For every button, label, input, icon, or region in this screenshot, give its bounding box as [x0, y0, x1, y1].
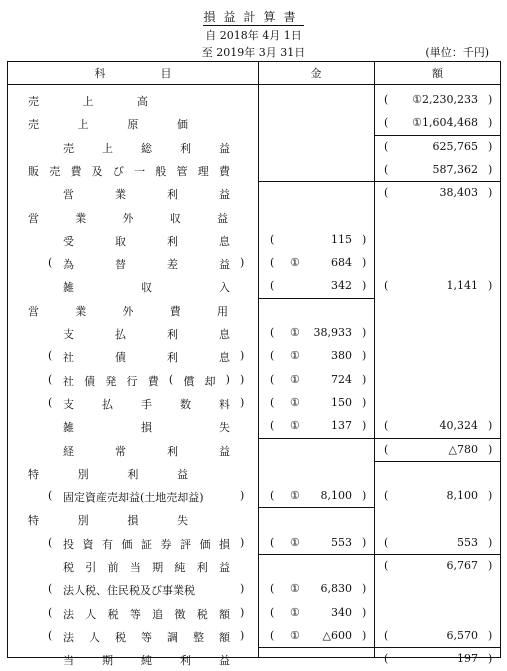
statement-row	[8, 182, 500, 205]
amount-paren-open: (	[270, 605, 275, 619]
total-paren-close: )	[488, 559, 493, 572]
total-paren-open: (	[384, 628, 389, 642]
statement-row	[8, 392, 500, 415]
total-paren-open: (	[384, 279, 389, 293]
amount-value: 342	[331, 279, 352, 293]
total-paren-open: (	[384, 652, 389, 666]
statement-row	[8, 415, 500, 438]
amount-paren-close: )	[362, 232, 367, 246]
statement-row	[8, 159, 500, 182]
amount-paren-close: )	[362, 489, 367, 503]
statement-row	[8, 532, 500, 555]
total-paren-open: (	[384, 186, 389, 200]
period-end: 至 2019年 3月 31日	[201, 46, 306, 59]
amount-rule	[258, 507, 374, 508]
amount-rule	[258, 647, 374, 648]
amount-rule	[258, 181, 374, 182]
amount-paren-close: )	[362, 419, 367, 433]
label-paren-close: )	[240, 605, 245, 619]
amount-rule	[258, 438, 374, 439]
label-paren-close: )	[240, 395, 245, 409]
amount-paren-close: )	[362, 582, 367, 596]
mark-circle-icon: ①	[290, 256, 300, 270]
header-divider	[8, 84, 500, 85]
label-paren-open: (	[48, 605, 53, 619]
mark-circle-icon: ①	[290, 372, 300, 386]
amount-paren-open: (	[270, 489, 275, 503]
total-paren-close: )	[488, 93, 493, 106]
amount-value: 38,933	[313, 326, 352, 339]
total-value: 6,570	[446, 628, 478, 642]
label-paren-close: )	[240, 256, 245, 270]
statement-row	[8, 252, 500, 275]
amount-paren-close: )	[362, 395, 367, 409]
amount-value: 115	[331, 232, 352, 246]
total-value: 8,100	[446, 489, 478, 503]
column-header-account: 科 目	[94, 67, 172, 80]
total-paren-close: )	[488, 279, 493, 293]
label-paren-close: )	[240, 628, 245, 642]
statement-row	[8, 602, 500, 625]
total-rule	[374, 647, 501, 648]
total-paren-close: )	[488, 139, 493, 153]
mark-circle-icon: ①	[290, 535, 300, 549]
account-label: 販 売 費 及 び 一 般 管 理 費	[28, 164, 230, 178]
amount-paren-open: (	[270, 582, 275, 596]
mark-circle-icon: ①	[290, 582, 300, 596]
mark-circle-icon: ①	[290, 628, 300, 642]
statement-row	[8, 508, 500, 531]
amount-value: 684	[331, 256, 352, 270]
total-value: 40,324	[439, 419, 478, 433]
total-paren-open: (	[384, 419, 389, 433]
total-paren-close: )	[488, 186, 493, 200]
unit-label: (単位：千円)	[425, 46, 489, 59]
account-label: 支 払 利 息	[63, 328, 230, 341]
statement-row	[8, 485, 500, 508]
account-label: 営 業 利 益	[63, 188, 230, 202]
amount-value: △600	[322, 628, 352, 642]
label-paren-close: )	[240, 489, 245, 503]
total-value: 553	[457, 535, 478, 549]
period-start: 自 2018年 4月 1日	[205, 29, 302, 42]
amount-value: 724	[331, 372, 352, 386]
total-paren-open: (	[384, 535, 389, 549]
statement-row	[8, 578, 500, 601]
amount-paren-close: )	[362, 256, 367, 270]
amount-paren-open: (	[270, 349, 275, 363]
statement-row	[8, 439, 500, 462]
amount-paren-open: (	[270, 395, 275, 409]
account-label: 受 取 利 息	[63, 234, 230, 248]
total-paren-open: (	[384, 116, 389, 130]
amount-paren-open: (	[270, 232, 275, 246]
total-rule	[374, 181, 501, 182]
label-paren-close: )	[240, 535, 245, 549]
amount-value: 380	[331, 349, 352, 363]
total-value: 197	[457, 652, 478, 666]
title-text: 損益計算書	[203, 10, 304, 24]
statement-row	[8, 206, 500, 229]
account-label: 特 別 損 失	[28, 514, 188, 528]
total-paren-close: )	[488, 489, 493, 503]
account-label: 法人税、住民税及び事業税	[63, 584, 195, 598]
label-paren-open: (	[48, 582, 53, 596]
statement-row	[8, 555, 500, 578]
total-paren-close: )	[488, 652, 493, 666]
mark-circle-icon: ①	[290, 489, 300, 503]
statement-row	[8, 229, 500, 252]
statement-row	[8, 648, 500, 671]
total-paren-close: )	[488, 535, 493, 549]
account-label: 支 払 手 数 料	[63, 397, 230, 411]
amount-value: 137	[331, 419, 352, 433]
statement-row	[8, 462, 500, 485]
total-paren-close: )	[488, 162, 493, 176]
amount-paren-close: )	[362, 605, 367, 619]
statement-row	[8, 369, 500, 392]
column-header-amount: 金	[310, 67, 322, 80]
amount-value: 6,830	[320, 582, 352, 596]
total-value: 6,767	[446, 559, 478, 572]
account-label: 固定資産売却益(土地売却益)	[63, 491, 204, 505]
statement-row	[8, 136, 500, 159]
account-label: 雑 損 失	[63, 421, 230, 435]
total-rule	[374, 461, 501, 462]
statement-row	[8, 89, 500, 112]
statement-row	[8, 299, 500, 322]
total-value: △780	[448, 442, 478, 456]
total-value: ①2,230,233	[412, 93, 478, 106]
account-label: 税 引 前 当 期 純 利 益	[63, 561, 230, 574]
total-paren-close: )	[488, 116, 493, 130]
amount-paren-open: (	[270, 535, 275, 549]
amount-paren-close: )	[362, 326, 367, 339]
column-header-total: 額	[432, 67, 443, 80]
total-value: ①1,604,468	[412, 116, 478, 130]
label-paren-close: )	[240, 582, 245, 596]
account-label: 社 債 発 行 費 ( 償 却 )	[63, 372, 230, 388]
total-rule	[374, 438, 501, 439]
statement-row	[8, 322, 500, 345]
account-label: 社 債 利 息	[63, 351, 230, 365]
statement-row	[8, 275, 500, 298]
amount-paren-close: )	[362, 628, 367, 642]
total-paren-open: (	[384, 442, 389, 456]
amount-value: 553	[331, 535, 352, 549]
mark-circle-icon: ①	[290, 326, 300, 339]
total-rule	[374, 554, 501, 555]
document-title	[0, 8, 507, 25]
account-label: 雑 収 入	[63, 281, 230, 295]
amount-paren-close: )	[362, 535, 367, 549]
amount-paren-open: (	[270, 279, 275, 293]
amount-paren-open: (	[270, 628, 275, 642]
total-paren-close: )	[488, 628, 493, 642]
total-paren-close: )	[488, 419, 493, 433]
total-paren-open: (	[384, 489, 389, 503]
amount-paren-close: )	[362, 279, 367, 293]
total-paren-open: (	[384, 162, 389, 176]
label-paren-open: (	[48, 535, 53, 549]
account-label: 売 上 総 利 益	[63, 141, 230, 155]
amount-rule	[258, 298, 374, 299]
label-paren-close: )	[240, 349, 245, 363]
income-statement-table	[7, 61, 501, 668]
account-label: 営 業 外 費 用	[28, 304, 228, 318]
account-label: 為 替 差 益	[63, 258, 230, 272]
account-label: 法 人 税 等 調 整 額	[63, 630, 230, 644]
total-paren-open: (	[384, 139, 389, 153]
account-label: 法 人 税 等 追 徴 税 額	[63, 607, 230, 621]
amount-paren-open: (	[270, 326, 275, 339]
total-paren-open: (	[384, 93, 389, 106]
account-label: 売 上 原 価	[28, 118, 188, 132]
amount-value: 340	[331, 605, 352, 619]
account-label: 経 常 利 益	[63, 444, 230, 458]
mark-circle-icon: ①	[290, 419, 300, 433]
account-label: 投 資 有 価 証 券 評 価 損	[63, 537, 230, 551]
label-paren-open: (	[48, 628, 53, 642]
total-value: 625,765	[432, 139, 478, 153]
label-paren-open: (	[48, 349, 53, 363]
total-paren-open: (	[384, 559, 389, 572]
total-rule	[374, 135, 501, 136]
account-label: 営 業 外 収 益	[28, 211, 228, 225]
amount-rule	[258, 554, 374, 555]
mark-circle-icon: ①	[290, 349, 300, 363]
label-paren-close: )	[240, 372, 245, 386]
label-paren-open: (	[48, 395, 53, 409]
statement-row	[8, 345, 500, 368]
statement-row	[8, 112, 500, 135]
account-label: 当 期 純 利 益	[63, 654, 230, 668]
mark-circle-icon: ①	[290, 395, 300, 409]
amount-value: 150	[331, 395, 352, 409]
label-paren-open: (	[48, 256, 53, 270]
amount-value: 8,100	[320, 489, 352, 503]
account-label: 売 上 高	[28, 95, 148, 108]
amount-paren-close: )	[362, 372, 367, 386]
amount-paren-open: (	[270, 256, 275, 270]
label-paren-open: (	[48, 489, 53, 503]
total-value: 1,141	[446, 279, 478, 293]
total-paren-close: )	[488, 442, 493, 456]
account-label: 特 別 利 益	[28, 467, 188, 481]
total-value: 38,403	[439, 186, 478, 200]
statement-row	[8, 625, 500, 648]
amount-paren-open: (	[270, 372, 275, 386]
amount-paren-open: (	[270, 419, 275, 433]
amount-paren-close: )	[362, 349, 367, 363]
mark-circle-icon: ①	[290, 605, 300, 619]
total-value: 587,362	[432, 162, 478, 176]
label-paren-open: (	[48, 372, 53, 386]
